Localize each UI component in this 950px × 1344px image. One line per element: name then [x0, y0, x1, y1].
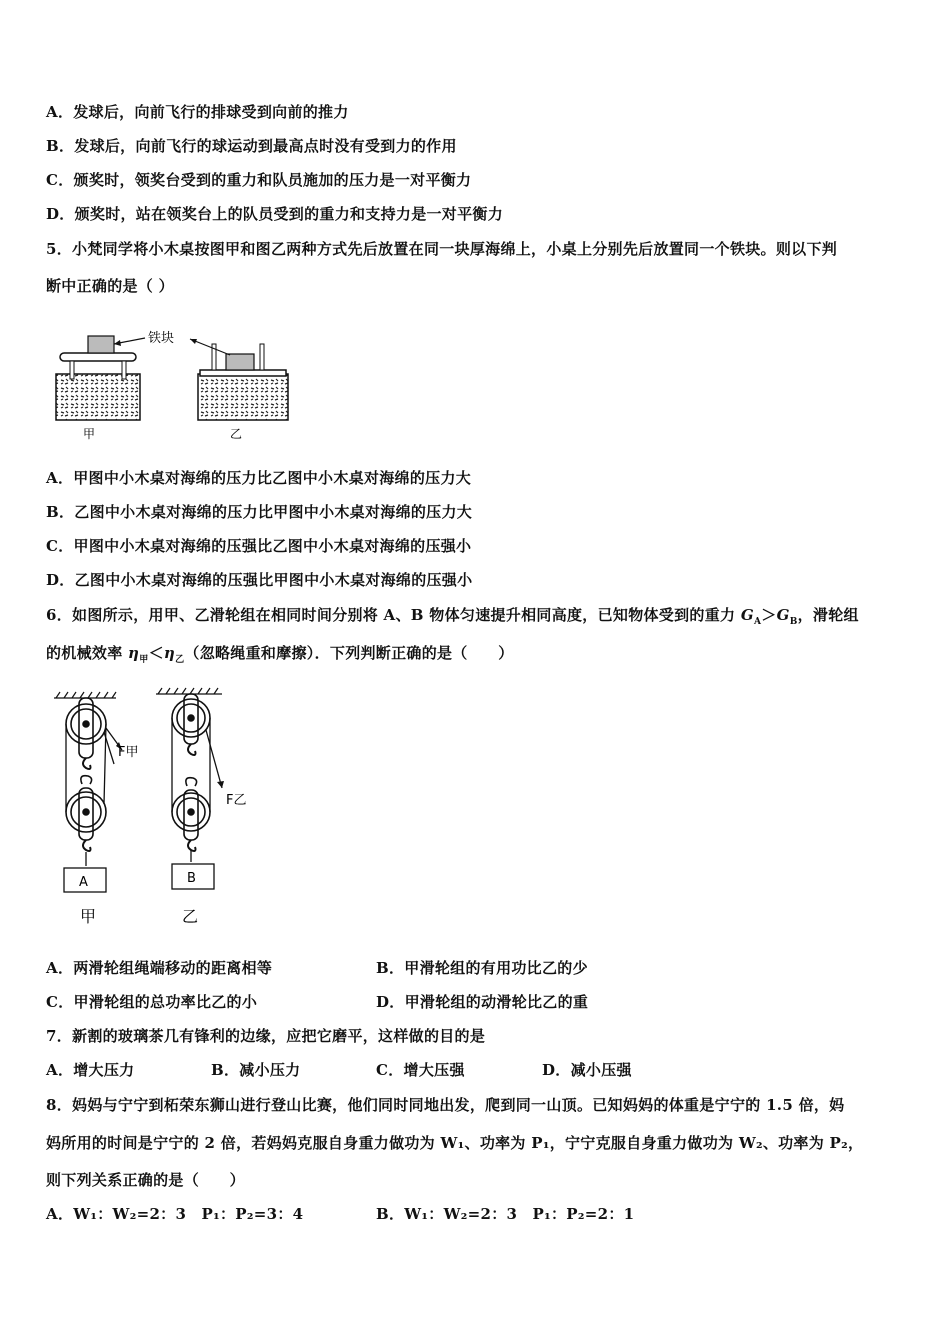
q6-eta-a-sub: 甲 — [139, 655, 149, 665]
q8-stem-line3: 则下列关系正确的是（ ） — [46, 1171, 245, 1189]
q5-option-a: A．甲图中小木桌对海绵的压力比乙图中小木桌对海绵的压力大 — [46, 469, 472, 487]
q6-option-b: B．甲滑轮组的有用功比乙的少 — [376, 959, 588, 977]
q6-ga-symbol: G — [740, 606, 754, 624]
box-b-label: B — [187, 871, 196, 886]
q5-option-c: C．甲图中小木桌对海绵的压强比乙图中小木桌对海绵的压强小 — [46, 537, 472, 555]
q4-option-a: A．发球后，向前飞行的排球受到向前的推力 — [46, 103, 349, 121]
q6-gb-symbol: G — [776, 606, 790, 624]
q8-stem-line1: 8．妈妈与宁宁到柘荣东狮山进行登山比赛，他们同时同地出发，爬到同一山顶。已知妈妈的体重是宁宁的 1.5 倍，妈 — [46, 1096, 845, 1114]
fig5-caption-a: 甲 — [83, 427, 96, 441]
q7-option-b: B．减小压力 — [211, 1061, 301, 1079]
q7-option-d: D．减小压强 — [542, 1061, 632, 1079]
ceiling-b — [156, 688, 222, 694]
q6-ga-sub: A — [753, 617, 762, 627]
force-a-label: F甲 — [118, 745, 139, 760]
iron-label: 铁块 — [148, 331, 175, 346]
pulley-b-fixed — [172, 694, 210, 744]
q6-stem-line2 — [46, 643, 514, 670]
q6-eta-b-sub: 乙 — [175, 655, 185, 665]
q6-pulley-figure — [46, 684, 266, 932]
fig5-caption-b: 乙 — [230, 427, 243, 441]
ceiling-a — [54, 692, 116, 698]
q6-option-a: A．两滑轮组绳端移动的距离相等 — [46, 959, 273, 977]
sponge-a — [56, 374, 140, 420]
q6-stem-line1 — [46, 605, 859, 632]
q5-option-b: B．乙图中小木桌对海绵的压力比甲图中小木桌对海绵的压力大 — [46, 503, 473, 521]
q6-eta-a: η — [128, 644, 140, 662]
q7-stem: 7．新割的玻璃茶几有锋利的边缘，应把它磨平，这样做的目的是 — [46, 1027, 486, 1045]
q8-option-a: A．W₁：W₂=2：3 P₁：P₂=3：4 — [46, 1205, 304, 1223]
fig6-caption-b: 乙 — [182, 907, 199, 926]
q5-stem-line2: 断中正确的是（ ） — [46, 277, 174, 295]
force-b-label: F乙 — [226, 793, 247, 808]
pulley-a-fixed — [66, 698, 106, 758]
q6-lt-sign: ＜ — [148, 644, 164, 662]
q7-option-a: A．增大压力 — [46, 1061, 135, 1079]
q6-option-c: C．甲滑轮组的总功率比乙的小 — [46, 993, 258, 1011]
q6-stem1-tail: ，滑轮组 — [797, 606, 859, 624]
pulley-a-movable — [66, 776, 106, 840]
q4-option-c: C．颁奖时，领奖台受到的重力和队员施加的压力是一对平衡力 — [46, 171, 472, 189]
q4-option-d: D．颁奖时，站在领奖台上的队员受到的重力和支持力是一对平衡力 — [46, 205, 504, 223]
q6-option-d: D．甲滑轮组的动滑轮比乙的重 — [376, 993, 589, 1011]
q8-stem-line2: 妈所用的时间是宁宁的 2 倍，若妈妈克服自身重力做功为 W₁、功率为 P₁，宁宁克服自身重力做功为 W₂、功率为 P₂， — [46, 1134, 864, 1152]
q7-option-c: C．增大压强 — [376, 1061, 465, 1079]
q6-eta-b: η — [163, 644, 176, 662]
fig6-caption-a: 甲 — [80, 907, 97, 926]
q4-option-b: B．发球后，向前飞行的球运动到最高点时没有受到力的作用 — [46, 137, 457, 155]
sponge-b — [198, 374, 288, 420]
q5-option-d: D．乙图中小木桌对海绵的压强比甲图中小木桌对海绵的压强小 — [46, 571, 473, 589]
q6-stem2-tail: （忽略绳重和摩擦）．下列判断正确的是（ ） — [184, 644, 514, 662]
q8-option-b: B．W₁：W₂=2：3 P₁：P₂=2：1 — [376, 1205, 635, 1223]
box-a-label: A — [79, 875, 88, 890]
q6-stem1-text: 6．如图所示，用甲、乙滑轮组在相同时间分别将 A、B 物体匀速提升相同高度，已知物体受到的重力 — [46, 606, 741, 624]
q5-table-sponge-figure — [50, 322, 300, 447]
q6-gb-sub: B — [789, 617, 798, 627]
iron-block-b — [226, 354, 254, 370]
q6-stem2-text: 的机械效率 — [46, 644, 129, 662]
q5-stem-line1: 5．小梵同学将小木桌按图甲和图乙两种方式先后放置在同一块厚海绵上，小桌上分别先后放置同一个铁块。则以下判 — [46, 240, 838, 258]
q6-gt-sign: ＞ — [761, 606, 777, 624]
pulley-b-movable — [172, 778, 210, 840]
iron-block-a — [88, 336, 114, 353]
